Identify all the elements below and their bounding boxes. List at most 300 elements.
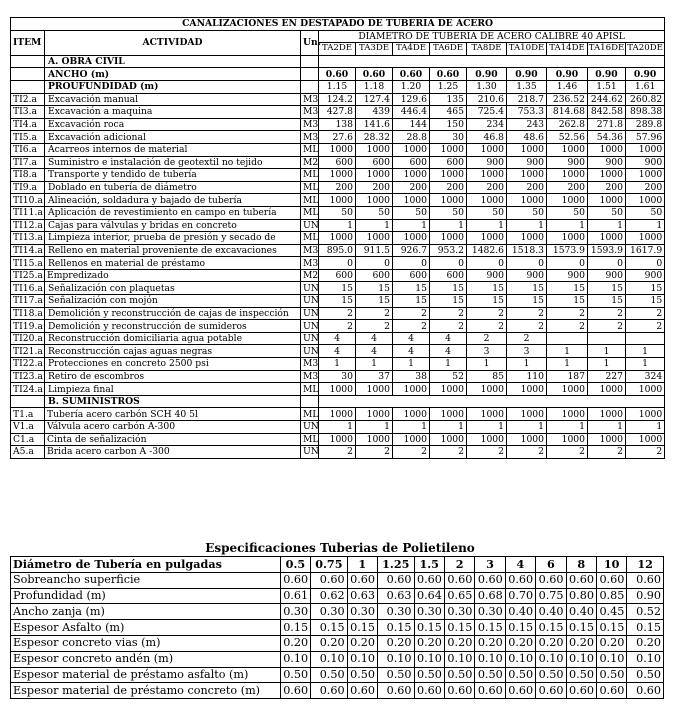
unit-text: UN [301,421,319,434]
value-cell: 2 [588,320,626,333]
ancho-value: 0.90 [588,68,626,81]
spec-value: 0.75 [536,588,566,604]
value-cell: 1000 [393,143,430,156]
unit-text: UN [301,295,319,308]
unit-text: M3 [301,106,319,119]
value-cell: 50 [547,206,588,219]
activity-text: Rellenos en material de préstamo [45,257,301,270]
value-cell: 2 [467,446,507,459]
value-cell: 1 [507,219,547,232]
value-cell: 2 [626,446,665,459]
spec-value: 0.20 [378,635,415,651]
value-cell: 15 [467,295,507,308]
spec-value: 0.60 [566,572,596,588]
table-row [11,307,665,320]
spec-value: 0.20 [475,635,505,651]
value-cell: 15 [319,282,356,295]
value-cell: 1 [626,421,665,434]
value-cell: 4 [356,345,393,358]
value-cell: 200 [430,181,467,194]
value-cell: 236.52 [547,93,588,106]
value-cell: 1000 [319,433,356,446]
value-cell: 15 [430,295,467,308]
value-cell: 600 [430,269,467,282]
spec-value: 0.20 [444,635,474,651]
value-cell: 1000 [588,232,626,245]
table-row [11,588,664,604]
value-cell: 1000 [393,232,430,245]
item-code: TI6.a [11,143,45,156]
table-row [11,651,664,667]
diameter-col-header: TA2DE [319,43,356,56]
value-cell: 1 [393,219,430,232]
value-cell: 1000 [356,143,393,156]
activity-text: Acarreos internos de material [45,143,301,156]
value-cell: 2 [467,320,507,333]
value-cell: 900 [507,269,547,282]
value-cell: 2 [507,446,547,459]
unit-text: ML [301,143,319,156]
value-cell: 1000 [319,408,356,421]
unit-text: ML [301,206,319,219]
spec-value: 0.20 [311,635,348,651]
spec-value: 0.60 [280,572,310,588]
unit-text: M3 [301,131,319,144]
unit-text: UN [301,345,319,358]
item-code: T1.a [11,408,45,421]
spec-value: 0.15 [536,620,566,636]
value-cell: 1000 [588,433,626,446]
spec-value: 0.90 [627,588,664,604]
table-row [11,257,665,270]
unit-text: ML [301,169,319,182]
item-code: TI25.a [11,269,45,282]
value-cell: 227 [588,370,626,383]
spec-value: 0.30 [444,604,474,620]
spec-value: 0.30 [475,604,505,620]
spec-value: 0.20 [505,635,535,651]
unit-text: ML [301,194,319,207]
spec-label: Espesor concreto andén (m) [11,651,281,667]
activity-text: Demolición y reconstrucción de sumideros [45,320,301,333]
value-cell: 15 [393,282,430,295]
value-cell: 200 [356,181,393,194]
spec-value: 0.15 [444,620,474,636]
value-cell: 427.8 [319,106,356,119]
value-cell: 900 [507,156,547,169]
value-cell: 200 [547,181,588,194]
prof-value: 1.46 [547,80,588,93]
value-cell: 0 [393,257,430,270]
spec-value: 0.60 [444,683,474,699]
table-row [11,358,665,371]
value-cell: 260.82 [626,93,665,106]
spec-value: 0.60 [596,572,626,588]
table-row [11,421,665,434]
diameter-col-header: TA4DE [393,43,430,56]
unit-text: M3 [301,358,319,371]
spec-value: 0.30 [378,604,415,620]
value-cell: 1000 [393,433,430,446]
unit-text: M2 [301,156,319,169]
activity-text: Señalización con mojón [45,295,301,308]
value-cell: 4 [319,332,356,345]
activity-text: Alineación, soldadura y bajado de tubería [45,194,301,207]
value-cell: 50 [430,206,467,219]
diameter-value: 8 [566,557,596,573]
spec-value: 0.60 [505,572,535,588]
prof-value: 1.20 [393,80,430,93]
table-row [11,345,665,358]
value-cell: 1000 [393,194,430,207]
value-cell: 2 [588,307,626,320]
value-cell: 144 [393,118,430,131]
table-row [11,232,665,245]
spec-value: 0.62 [311,588,348,604]
value-cell: 0 [319,257,356,270]
item-code: TI15.a [11,257,45,270]
value-cell: 15 [430,282,467,295]
spec-value: 0.15 [475,620,505,636]
value-cell: 900 [547,156,588,169]
spec-value: 0.60 [311,683,348,699]
value-cell: 54.36 [588,131,626,144]
spec-value: 0.50 [566,667,596,683]
value-cell: 1000 [319,194,356,207]
value-cell: 200 [467,181,507,194]
prof-value: 1.35 [507,80,547,93]
spec-value: 0.50 [475,667,505,683]
value-cell: 15 [588,282,626,295]
spec-label: Profundidad (m) [11,588,281,604]
value-cell: 2 [547,307,588,320]
spec-value: 0.63 [347,588,377,604]
value-cell: 4 [393,332,430,345]
value-cell: 1000 [467,433,507,446]
value-cell: 15 [507,295,547,308]
spec-label: Ancho zanja (m) [11,604,281,620]
activity-header: ACTIVIDAD [45,30,301,55]
value-cell: 1 [547,345,588,358]
table-row [11,370,665,383]
value-cell: 1000 [588,408,626,421]
ancho-value: 0.60 [356,68,393,81]
value-cell: 15 [356,295,393,308]
spec-value: 0.45 [596,604,626,620]
value-cell: 1000 [547,433,588,446]
spec-value: 0.60 [378,683,415,699]
spec-value: 0.40 [536,604,566,620]
value-cell: 4 [430,345,467,358]
spec-value: 0.20 [627,635,664,651]
spec-value: 0.15 [280,620,310,636]
table-row [11,118,665,131]
table-row [11,604,664,620]
value-cell: 1 [467,219,507,232]
value-cell: 1000 [356,433,393,446]
activity-text: Limpieza interior, prueba de presión y secado de [45,232,301,245]
value-cell: 1 [356,421,393,434]
item-code: TI16.a [11,282,45,295]
value-cell: 2 [319,307,356,320]
value-cell: 262.8 [547,118,588,131]
spec-value: 0.60 [627,572,664,588]
value-cell: 1000 [467,143,507,156]
value-cell: 1000 [393,408,430,421]
value-cell: 1000 [430,408,467,421]
value-cell: 1573.9 [547,244,588,257]
value-cell: 2 [467,332,507,345]
value-cell: 2 [393,446,430,459]
value-cell: 15 [588,295,626,308]
diameter-value: 3 [475,557,505,573]
value-cell: 0 [467,257,507,270]
spec-value: 0.10 [311,651,348,667]
value-cell: 1000 [319,232,356,245]
spec-value: 0.50 [378,667,415,683]
value-cell: 324 [626,370,665,383]
spec-value: 0.10 [347,651,377,667]
table-row [11,219,665,232]
value-cell: 2 [430,446,467,459]
prof-value: 1.61 [626,80,665,93]
value-cell: 1518.3 [507,244,547,257]
activity-text: Excavación adicional [45,131,301,144]
section-b-title: B. SUMINISTROS [45,395,301,408]
diameter-value: 0.75 [311,557,348,573]
value-cell: 15 [319,295,356,308]
value-cell: 2 [356,307,393,320]
value-cell: 2 [356,446,393,459]
value-cell: 1593.9 [588,244,626,257]
ancho-value: 0.90 [626,68,665,81]
value-cell: 1 [356,358,393,371]
value-cell: 2 [467,307,507,320]
value-cell: 2 [626,320,665,333]
table-row [11,446,665,459]
activity-text: Brida acero carbon A -300 [45,446,301,459]
value-cell: 465 [430,106,467,119]
value-cell: 900 [547,269,588,282]
value-cell: 3 [507,345,547,358]
diameter-value: 1.25 [378,557,415,573]
spec-value: 0.50 [627,667,664,683]
value-cell: 1000 [507,169,547,182]
value-cell: 1 [467,421,507,434]
table-row [11,206,665,219]
value-cell: 0 [356,257,393,270]
value-cell: 1000 [507,232,547,245]
activity-text: Relleno en material proveniente de excavaciones [45,244,301,257]
unit-text: ML [301,232,319,245]
spec-value: 0.60 [444,572,474,588]
spec-value: 0.40 [566,604,596,620]
prof-label: PROUFUNDIDAD (m) [45,80,301,93]
unit-text: ML [301,433,319,446]
value-cell: 1000 [547,143,588,156]
table-row [11,332,665,345]
value-cell: 38 [393,370,430,383]
value-cell: 200 [319,181,356,194]
value-cell: 600 [319,156,356,169]
activity-text: Reconstrucción cajas aguas negras [45,345,301,358]
value-cell: 1000 [547,383,588,396]
table1-title: CANALIZACIONES EN DESTAPADO DE TUBERIA DE ACERO [11,18,665,31]
value-cell: 1000 [626,408,665,421]
spec-value: 0.30 [280,604,310,620]
value-cell: 1 [467,358,507,371]
value-cell: 1482.6 [467,244,507,257]
value-cell: 1 [626,219,665,232]
value-cell: 911.5 [356,244,393,257]
ancho-value: 0.90 [547,68,588,81]
activity-text: Transporte y tendido de tubería [45,169,301,182]
value-cell: 1000 [547,169,588,182]
activity-text: Tubería acero carbón SCH 40 5l [45,408,301,421]
activity-text: Cajas para válvulas y bridas en concreto [45,219,301,232]
item-code: TI8.a [11,169,45,182]
value-cell: 842.58 [588,106,626,119]
value-cell: 1000 [467,169,507,182]
value-cell: 1000 [393,383,430,396]
activity-text: Suministro e instalación de geotextil no tejido [45,156,301,169]
unit-text: ML [301,181,319,194]
spec-value: 0.60 [347,572,377,588]
value-cell: 28.8 [393,131,430,144]
activity-text: Aplicación de revestimiento en campo en tubería [45,206,301,219]
value-cell: 2 [507,332,547,345]
value-cell: 1000 [467,194,507,207]
ancho-value: 0.60 [319,68,356,81]
value-cell: 1617.9 [626,244,665,257]
value-cell: 900 [588,269,626,282]
spec-value: 0.10 [596,651,626,667]
value-cell: 15 [393,295,430,308]
spec-label: Espesor Asfalto (m) [11,620,281,636]
section-a-title: A. OBRA CIVIL [45,55,301,68]
activity-text: Retiro de escombros [45,370,301,383]
value-cell: 15 [626,295,665,308]
unit-text: M3 [301,118,319,131]
value-cell: 1000 [393,169,430,182]
value-cell: 1000 [626,433,665,446]
value-cell: 3 [467,345,507,358]
value-cell: 15 [507,282,547,295]
spec-value: 0.60 [280,683,310,699]
value-cell: 1000 [626,194,665,207]
item-code: TI21.a [11,345,45,358]
value-cell: 1 [393,421,430,434]
value-cell [626,332,665,345]
activity-text: Señalización con plaquetas [45,282,301,295]
value-cell: 187 [547,370,588,383]
value-cell: 4 [356,332,393,345]
diameter-value: 2 [444,557,474,573]
value-cell: 50 [393,206,430,219]
value-cell: 1000 [626,143,665,156]
table-row [11,269,665,282]
table-row [11,433,665,446]
item-code: V1.a [11,421,45,434]
spec-value: 0.60 [596,683,626,699]
value-cell: 135 [430,93,467,106]
unit-text: M3 [301,370,319,383]
value-cell: 953.2 [430,244,467,257]
spec-label: Espesor material de préstamo concreto (m) [11,683,281,699]
value-cell: 1 [626,358,665,371]
spec-value: 0.20 [596,635,626,651]
value-cell: 1000 [356,169,393,182]
value-cell: 1 [507,358,547,371]
value-cell: 900 [467,269,507,282]
item-code: TI19.a [11,320,45,333]
value-cell: 244.62 [588,93,626,106]
item-code: TI7.a [11,156,45,169]
activity-text: Doblado en tubería de diámetro [45,181,301,194]
spec-value: 0.60 [505,683,535,699]
value-cell: 52.56 [547,131,588,144]
value-cell: 1 [319,358,356,371]
value-cell: 50 [588,206,626,219]
unit-text: UN [301,320,319,333]
item-code: TI13.a [11,232,45,245]
value-cell: 1000 [507,143,547,156]
value-cell: 1 [588,345,626,358]
value-cell: 1000 [588,383,626,396]
diameter-col-header: TA16DE [588,43,625,54]
spec-value: 0.15 [311,620,348,636]
spec-value: 0.80 [566,588,596,604]
value-cell: 1000 [319,169,356,182]
table-row [11,181,665,194]
table-row [11,620,664,636]
ancho-value: 0.60 [393,68,430,81]
value-cell: 2 [507,320,547,333]
spec-value: 0.15 [505,620,535,636]
unit-text: UN [301,307,319,320]
value-cell: 600 [319,269,356,282]
prof-value: 1.51 [588,80,626,93]
value-cell: 30 [430,131,467,144]
table-row [11,572,664,588]
diameter-value: 1.5 [414,557,444,573]
spec-value: 0.60 [536,572,566,588]
value-cell: 1000 [626,232,665,245]
value-cell: 4 [393,345,430,358]
prof-value: 1.18 [356,80,393,93]
value-cell: 1 [319,219,356,232]
table-row [11,383,665,396]
value-cell: 898.38 [626,106,665,119]
spec-value: 0.20 [536,635,566,651]
value-cell: 2 [430,307,467,320]
value-cell: 926.7 [393,244,430,257]
value-cell: 1000 [356,383,393,396]
value-cell: 1 [319,421,356,434]
value-cell: 2 [507,307,547,320]
value-cell: 900 [588,156,626,169]
spec-value: 0.20 [280,635,310,651]
value-cell: 1000 [430,433,467,446]
value-cell: 900 [626,156,665,169]
activity-text: Excavación roca [45,118,301,131]
value-cell: 0 [507,257,547,270]
value-cell: 1 [356,219,393,232]
spec-value: 0.50 [414,667,444,683]
spec-value: 0.50 [280,667,310,683]
unit-text: UN [301,282,319,295]
item-code: TI2.a [11,93,45,106]
